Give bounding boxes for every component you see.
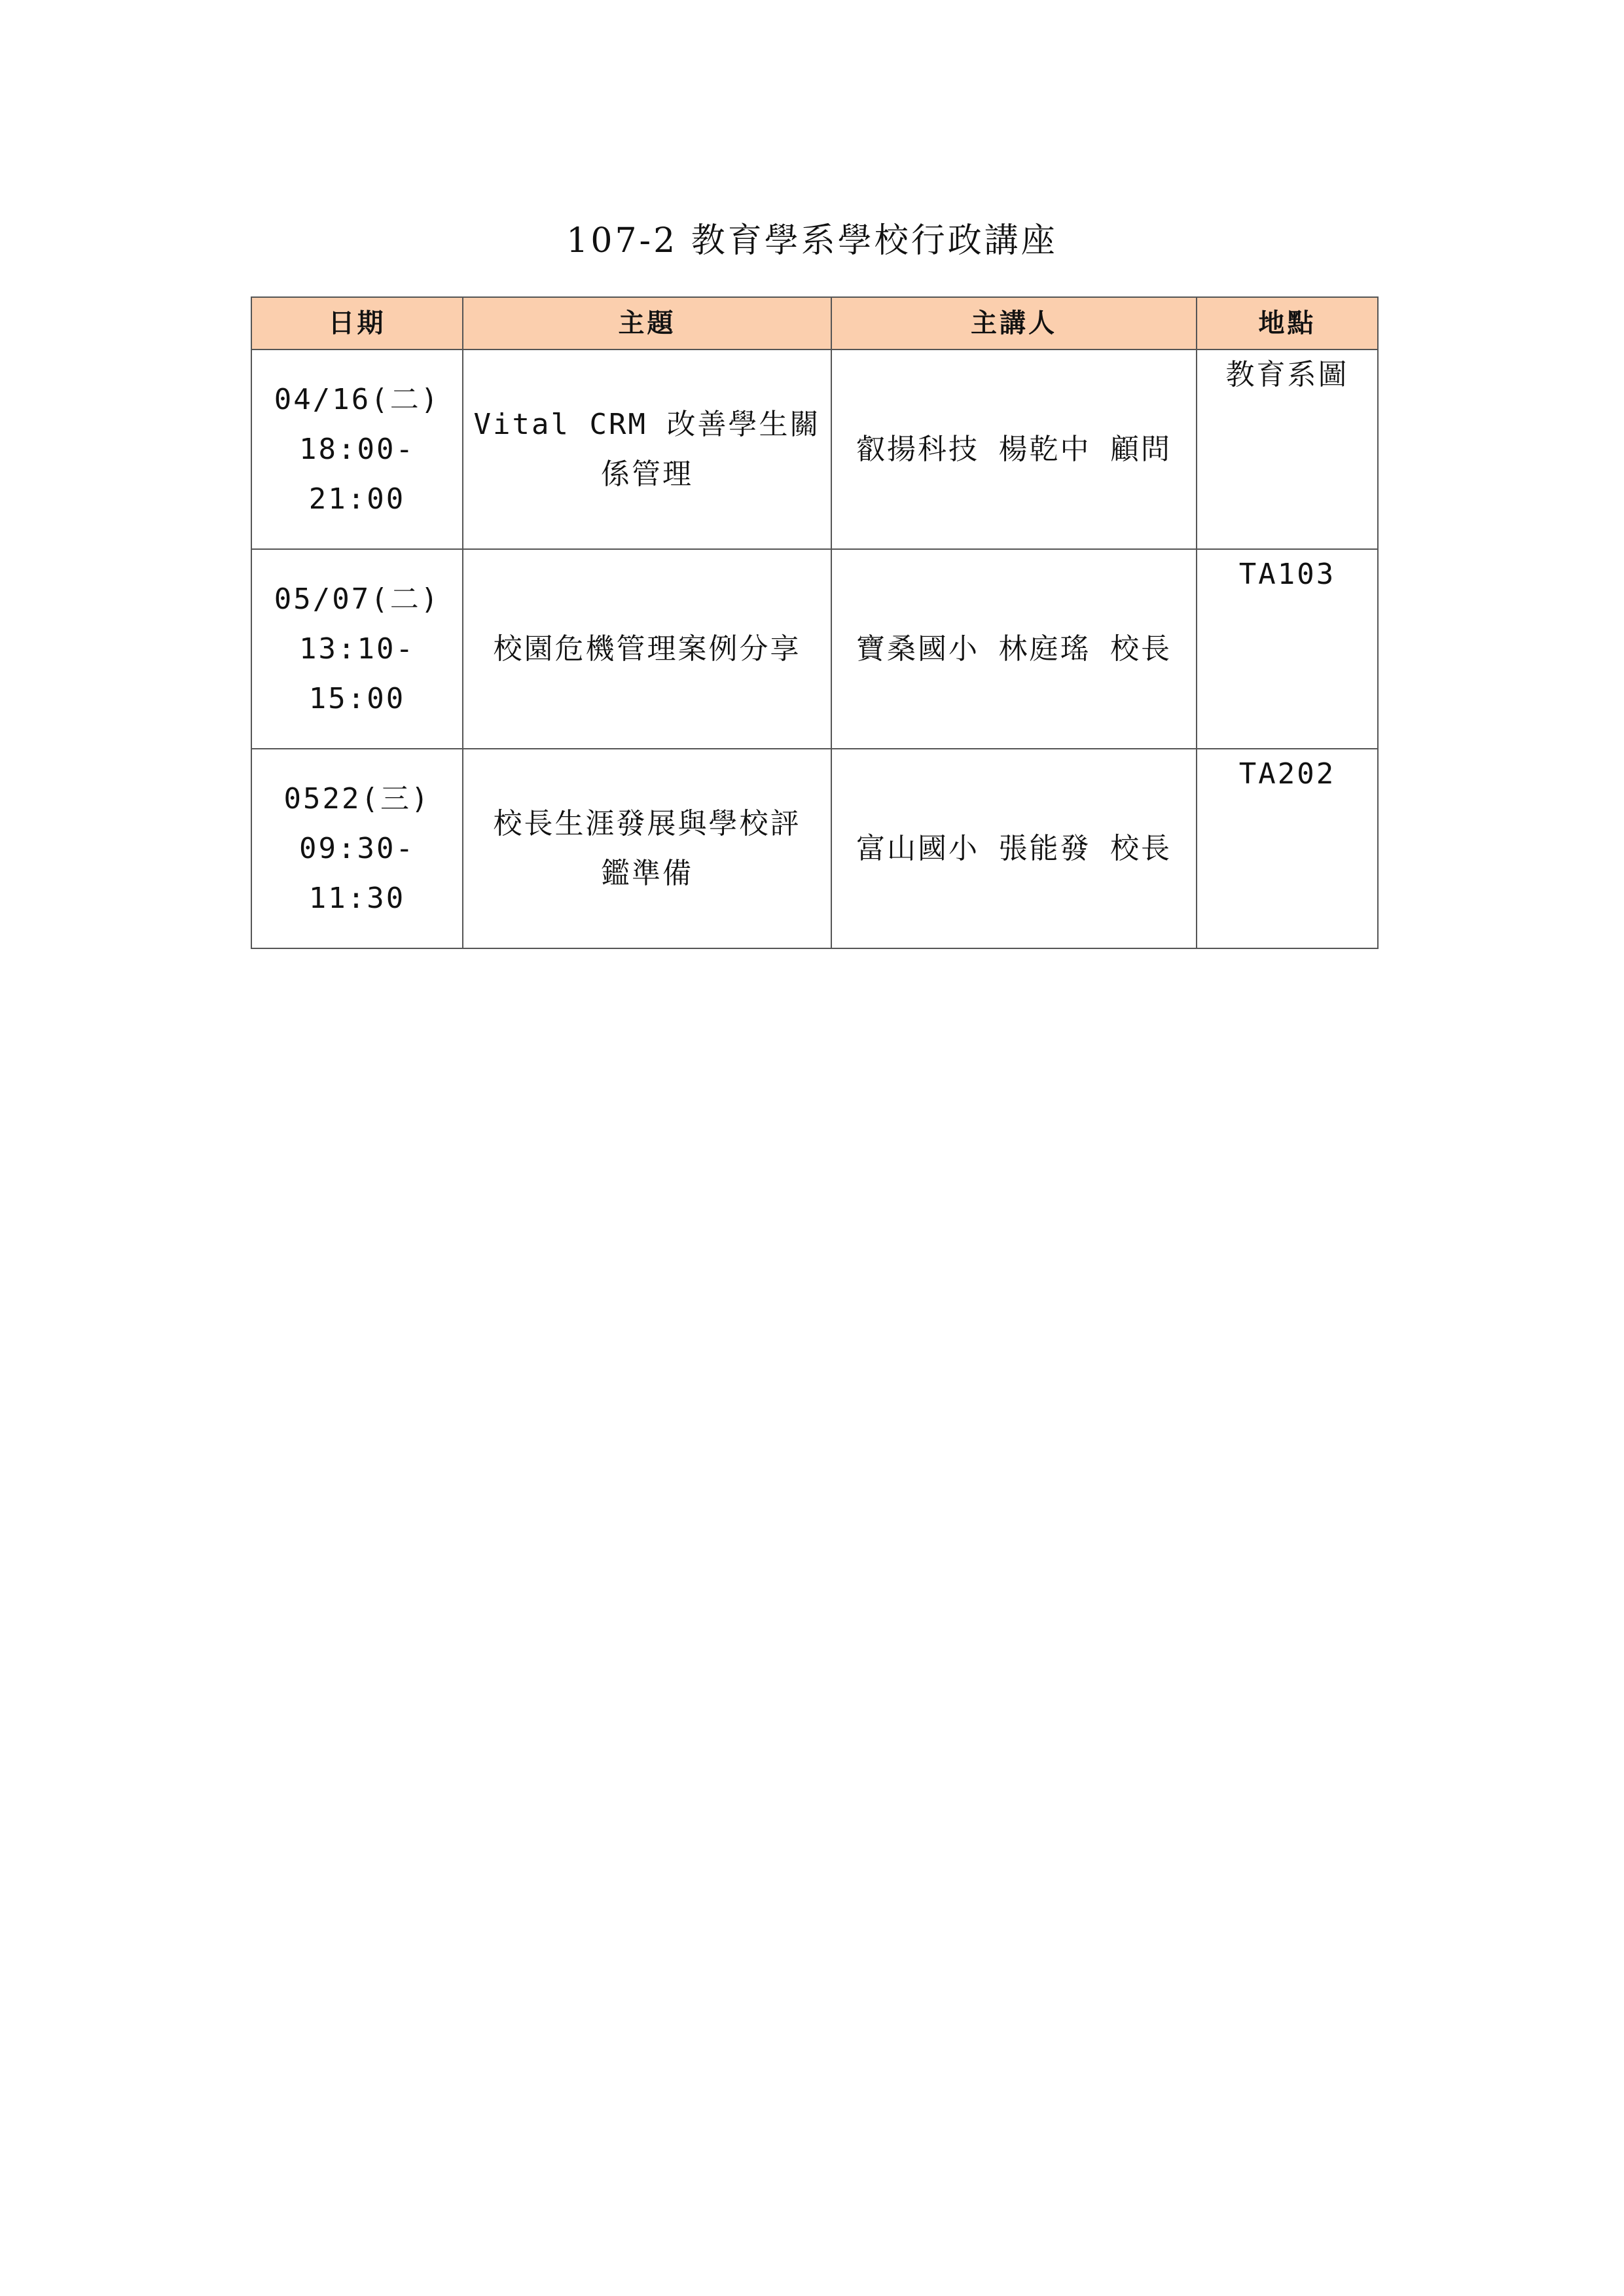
table-row — [251, 749, 1378, 948]
speaker-cell: 叡揚科技 楊乾中 顧問 — [831, 350, 1197, 549]
time-text: 09:30-11:30 — [299, 831, 415, 915]
location-cell: TA103 — [1197, 549, 1378, 749]
speaker-cell: 寶桑國小 林庭瑤 校長 — [831, 549, 1197, 749]
date-cell — [251, 549, 463, 749]
header-topic: 主題 — [463, 297, 831, 350]
table-header-row — [251, 297, 1378, 350]
speaker-cell: 富山國小 張能發 校長 — [831, 749, 1197, 948]
topic-text-line2: 鑑準備 — [601, 856, 693, 890]
date-text: 0522(三) — [283, 781, 431, 816]
date-cell — [251, 749, 463, 948]
date-text: 04/16(二) — [274, 382, 441, 416]
topic-cell: 校園危機管理案例分享 — [463, 549, 831, 749]
date-cell — [251, 350, 463, 549]
topic-text-line2: 係管理 — [601, 457, 693, 491]
topic-text-line1: 校長生涯發展與學校評 — [493, 806, 801, 840]
topic-cell — [463, 350, 831, 549]
table-row — [251, 549, 1378, 749]
location-cell: 教育系圖 — [1197, 350, 1378, 549]
topic-cell — [463, 749, 831, 948]
header-speaker: 主講人 — [831, 297, 1197, 350]
location-cell: TA202 — [1197, 749, 1378, 948]
time-text: 18:00-21:00 — [299, 432, 415, 516]
lecture-schedule-table — [251, 296, 1379, 949]
header-date: 日期 — [251, 297, 463, 350]
time-text: 13:10-15:00 — [299, 632, 415, 715]
topic-text-line1: Vital CRM 改善學生關 — [473, 407, 821, 441]
table-row — [251, 350, 1378, 549]
header-location: 地點 — [1197, 297, 1378, 350]
date-text: 05/07(二) — [274, 582, 441, 616]
page-title: 107-2 教育學系學校行政講座 — [566, 221, 1058, 260]
